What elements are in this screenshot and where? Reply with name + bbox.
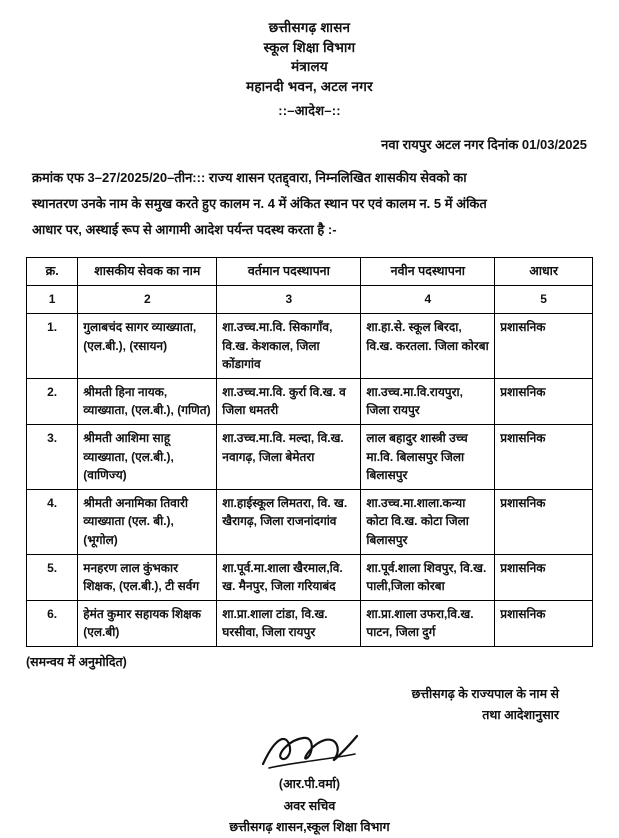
- signatory-name: (आर.पी.वर्मा): [278, 777, 341, 792]
- header-line-2: स्कूल शिक्षा विभाग: [263, 39, 356, 55]
- column-number-4: 4: [361, 286, 495, 314]
- place-date-line: नवा रायपुर अटल नगर दिनांक 01/03/2025: [381, 137, 587, 153]
- cell-basis: प्रशासनिक: [495, 554, 593, 600]
- cell-new: शा.पूर्व.शाला शिवपुर, वि.ख. पाली,जिला कोरबा: [361, 554, 495, 600]
- signature-block: [26, 684, 593, 838]
- cell-name: मनहरण लाल कुंभकार शिक्षक, (एल.बी.), टी सर्वग: [78, 554, 217, 600]
- signatory-department: छत्तीसगढ़ शासन,स्कूल शिक्षा विभाग: [229, 819, 390, 834]
- cell-current: शा.उच्च.मा.वि. मल्दा, वि.ख. नवागढ़, जिला बेमेतरा: [217, 425, 361, 490]
- header-line-4: महानदी भवन, अटल नगर: [246, 78, 373, 94]
- cell-current: शा.प्रा.शाला टांडा, वि.ख. घरसीवा, जिला रायपुर: [217, 600, 361, 646]
- cell-sn: 2.: [27, 378, 78, 424]
- header-line-1: छत्तीसगढ़ शासन: [268, 20, 351, 35]
- table-row: [27, 489, 593, 554]
- cell-sn: 1.: [27, 314, 78, 379]
- cell-new: लाल बहादुर शास्त्री उच्च मा.वि. बिलासपुर जिला बिलासपुर: [361, 425, 495, 490]
- column-number-2: 2: [78, 286, 217, 314]
- order-body-paragraph: [26, 165, 593, 243]
- order-body-segment-1: क्रमांक एफ 3–27/2025/20–तीन::: राज्य शासन एतद्द्वारा, निम्नलिखित शासकीय सेवको का: [32, 170, 467, 186]
- column-header-sn: क्र.: [27, 258, 78, 286]
- column-number-5: 5: [495, 286, 593, 314]
- signature-line-1: छत्तीसगढ़ के राज्यपाल के नाम से: [411, 686, 559, 701]
- column-number-3: 3: [217, 286, 361, 314]
- column-number-1: 1: [27, 286, 78, 314]
- cell-sn: 3.: [27, 425, 78, 490]
- table-number-row: [27, 286, 593, 314]
- cell-name: श्रीमती हिना नायक, व्याख्याता, (एल.बी.), (गणित): [78, 378, 217, 424]
- cell-name: हेमंत कुमार सहायक शिक्षक (एल.बी): [78, 600, 217, 646]
- column-header-name: शासकीय सेवक का नाम: [78, 258, 217, 286]
- cell-basis: प्रशासनिक: [495, 489, 593, 554]
- cell-name: श्रीमती अनामिका तिवारी व्याख्याता (एल. बी.), (भूगोल): [78, 489, 217, 554]
- cell-new: शा.उच्च.मा.शाला.कन्या कोटा वि.ख. कोटा जिला बिलासपुर: [361, 489, 495, 554]
- header-line-3: मंत्रालय: [291, 59, 328, 75]
- cell-current: शा.पूर्व.मा.शाला खैरमाल,वि. ख. मैनपुर, जिला गरियाबंद: [217, 554, 361, 600]
- handwritten-signature-icon: [255, 728, 365, 772]
- cell-sn: 5.: [27, 554, 78, 600]
- cell-current: शा.हाईस्कूल लिमतरा, वि. ख. खैरागढ़, जिला राजनांदगांव: [217, 489, 361, 554]
- cell-basis: प्रशासनिक: [495, 378, 593, 424]
- cell-new: शा.हा.से. स्कूल बिरदा, वि.ख. करतला. जिला कोरबा: [361, 314, 495, 379]
- cell-sn: 4.: [27, 489, 78, 554]
- cell-name: गुलाबचंद सागर व्याख्याता, (एल.बी.), (रसायन): [78, 314, 217, 379]
- cell-basis: प्रशासनिक: [495, 314, 593, 379]
- signatory-designation: अवर सचिव: [283, 798, 336, 813]
- cell-current: शा.उच्च.मा.वि. सिकागाँव, वि.ख. केशकाल, जिला कोंडागांव: [217, 314, 361, 379]
- cell-new: शा.प्रा.शाला उफरा,वि.ख. पाटन, जिला दुर्ग: [361, 600, 495, 646]
- table-row: [27, 314, 593, 379]
- order-label: ::–आदेश–::: [278, 103, 341, 119]
- cell-current: शा.उच्च.मा.वि. कुर्रा वि.ख. व जिला धमतरी: [217, 378, 361, 424]
- cell-new: शा.उच्च.मा.वि.रायपुरा, जिला रायपुर: [361, 378, 495, 424]
- approval-footnote: (समन्वय में अनुमोदित): [26, 654, 127, 669]
- order-body-segment-2: स्थानतरण उनके नाम के समुख करते हुए कालम न. 4 में अंकित स्थान पर एवं कालम न. 5 में अंकित: [32, 196, 487, 212]
- order-body-segment-3: आधार पर, अस्थाई रूप से आगामी आदेश पर्यन्त पदस्थ करता है :-: [32, 222, 337, 238]
- document-header: [26, 18, 593, 121]
- transfer-table: [26, 257, 593, 647]
- cell-basis: प्रशासनिक: [495, 425, 593, 490]
- signature-line-2: तथा आदेशानुसार: [482, 708, 559, 723]
- column-header-new: नवीन पदस्थापना: [361, 258, 495, 286]
- table-row: [27, 425, 593, 490]
- cell-name: श्रीमती आशिमा साहू व्याख्याता, (एल.बी.), (वाणिज्य): [78, 425, 217, 490]
- table-row: [27, 378, 593, 424]
- column-header-basis: आधार: [495, 258, 593, 286]
- cell-sn: 6.: [27, 600, 78, 646]
- cell-basis: प्रशासनिक: [495, 600, 593, 646]
- table-header-row: [27, 258, 593, 286]
- table-row: [27, 600, 593, 646]
- table-row: [27, 554, 593, 600]
- column-header-current: वर्तमान पदस्थापना: [217, 258, 361, 286]
